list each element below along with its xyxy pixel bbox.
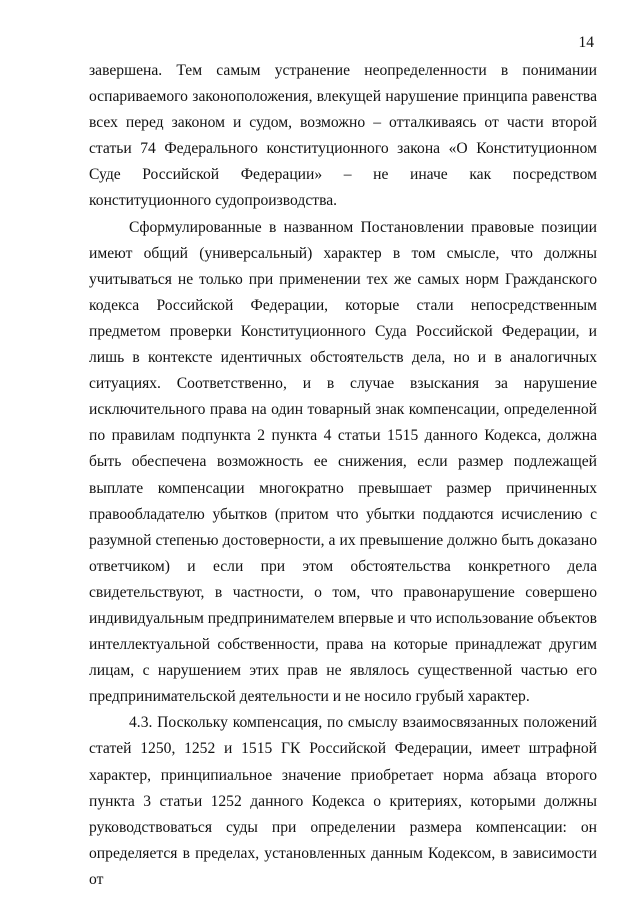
paragraph-1: завершена. Тем самым устранение неопределенности в понимании оспариваемого законоположения, влекущей нарушение принципа равенства всех перед законом и судом, возможно – отталкиваясь от части второй статьи 74 Федерального конституционного закона «О Конституционном Суде Российской Федерации» – не иначе как посредством конституционного судопроизводства. (89, 62, 597, 210)
paragraph-3: 4.3. Поскольку компенсация, по смыслу взаимосвязанных положений статей 1250, 1252 и 1515 ГК Российской Федерации, имеет штрафной характер, принципиальное значение приобретает норма абзаца второго пункта 3 статьи 1252 данного Кодекса о критериях, которыми должны руководствоваться суды при определении размера компенсации: он определяется в пределах, установленных данным Кодексом, в зависимости от (89, 714, 597, 888)
document-body (89, 58, 597, 893)
paragraph-2: Сформулированные в названном Постановлении правовые позиции имеют общий (универсальный) характер в том смысле, что должны учитываться не только при применении тех же самых норм Гражданского кодекса Российской Федерации, которые стали непосредственным предметом проверки Конституционного Суда Российской Федерации, и лишь в контексте идентичных обстоятельств дела, но и в аналогичных ситуациях. Соответственно, и в случае взыскания за нарушение исключительного права на один товарный знак компенсации, определенной по правилам подпункта 2 пункта 4 статьи 1515 данного Кодекса, должна быть обеспечена возможность ее снижения, если размер подлежащей выплате компенсации многократно превышает размер причиненных правообладателю убытков (притом что убытки поддаются исчислению с разумной степенью достоверности, а их превышение должно быть доказано ответчиком) и если при этом обстоятельства конкретного дела свидетельствуют, в частности, о том, что правонарушение совершено индивидуальным предпринимателем впервые и что использование объектов интеллектуальной собственности, права на которые принадлежат другим лицам, с нарушением этих прав не являлось существенной частью его предпринимательской деятельности и не носило грубый характер. (89, 218, 597, 706)
page-number: 14 (578, 34, 594, 51)
